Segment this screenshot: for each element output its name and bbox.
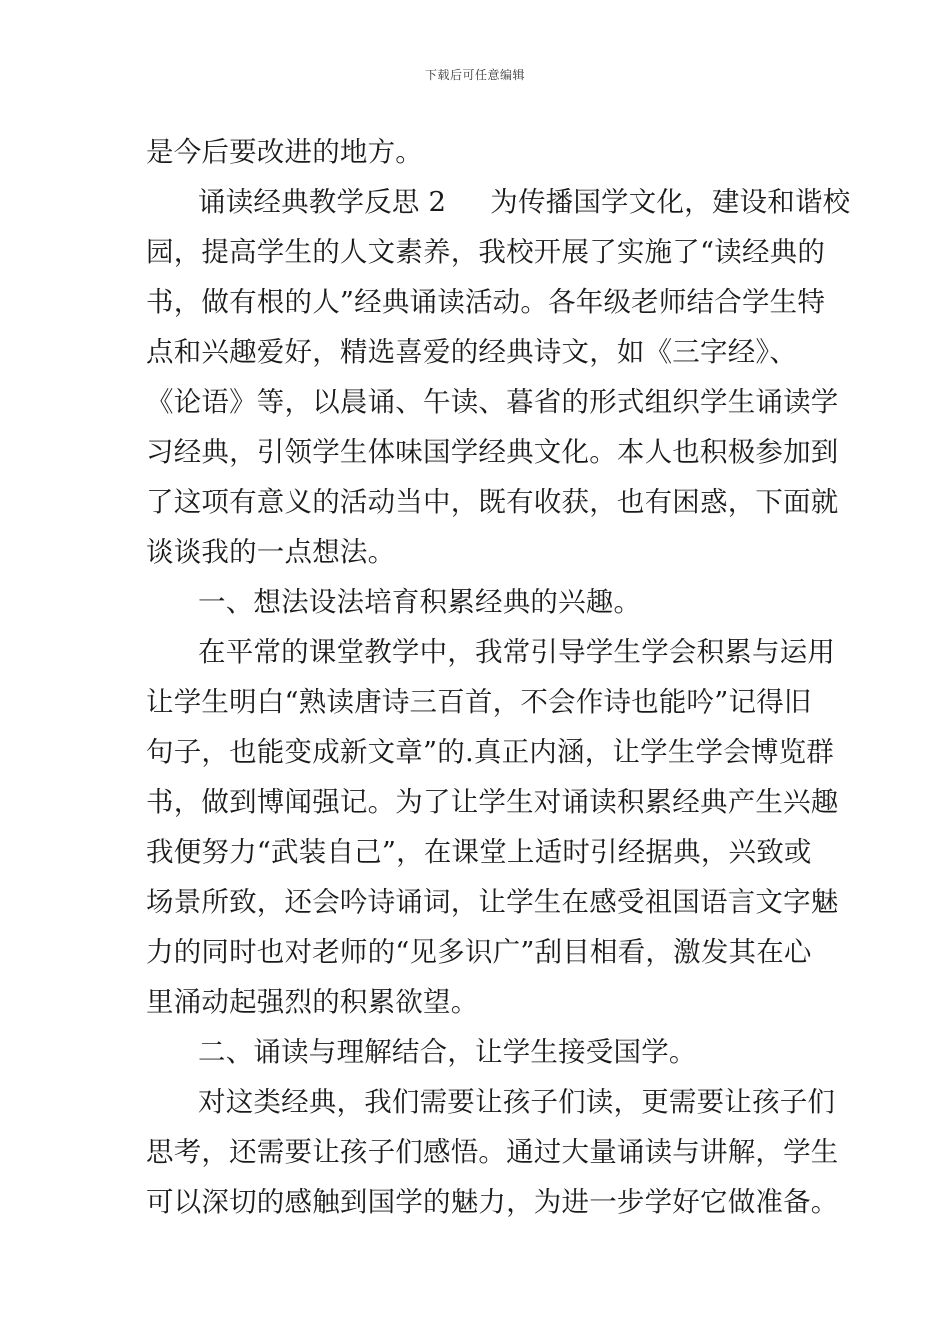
text-line: 句子，也能变成新文章”的.真正内涵，让学生学会博览群 (146, 736, 834, 768)
text-line: 我便努力“武装自己”，在课堂上适时引经据典，兴致或 (146, 836, 812, 868)
text-line: 对这类经典，我们需要让孩子们读，更需要让孩子们 (198, 1086, 836, 1118)
text-line: 书，做到博闻强记。为了让学生对诵读积累经典产生兴趣 (146, 786, 839, 818)
text-line-title (146, 177, 851, 227)
text-line: 在平常的课堂教学中，我常引导学生学会积累与运用 (198, 636, 836, 668)
text-line: 《论语》等，以晨诵、午读、暮省的形式组织学生诵读学 (146, 386, 839, 418)
text-line: 为传播国学文化，建设和谐校 (490, 186, 851, 218)
text-line: 书，做有根的人”经典诵读活动。各年级老师结合学生特 (146, 286, 826, 318)
text-line: 让学生明白“熟读唐诗三百首，不会作诗也能吟”记得旧 (146, 686, 812, 718)
text-line: 可以深切的感触到国学的魅力，为进一步学好它做准备。 (146, 1186, 839, 1218)
text-line: 谈谈我的一点想法。 (146, 536, 396, 568)
text-line: 场景所致，还会吟诗诵词，让学生在感受祖国语言文字魅 (146, 886, 839, 918)
text-line: 园，提高学生的人文素养，我校开展了实施了“读经典的 (146, 236, 826, 268)
text-line: 思考，还需要让孩子们感悟。通过大量诵读与讲解，学生 (146, 1136, 839, 1168)
text-line: 了这项有意义的活动当中，既有收获，也有困惑，下面就 (146, 486, 839, 518)
section-heading: 一、想法设法培育积累经典的兴趣。 (198, 586, 642, 618)
text-line: 力的同时也对老师的“见多识广”刮目相看，激发其在心 (146, 936, 812, 968)
document-body (146, 127, 851, 1227)
text-line: 里涌动起强烈的积累欲望。 (146, 986, 479, 1018)
section-heading: 二、诵读与理解结合，让学生接受国学。 (198, 1036, 697, 1068)
section-title: 诵读经典教学反思 2 (198, 186, 447, 218)
text-line: 点和兴趣爱好，精选喜爱的经典诗文，如《三字经》、 (146, 336, 798, 368)
page-header: 下载后可任意编辑 (424, 68, 525, 82)
text-line: 是今后要改进的地方。 (146, 136, 423, 168)
text-line: 习经典，引领学生体味国学经典文化。本人也积极参加到 (146, 436, 839, 468)
